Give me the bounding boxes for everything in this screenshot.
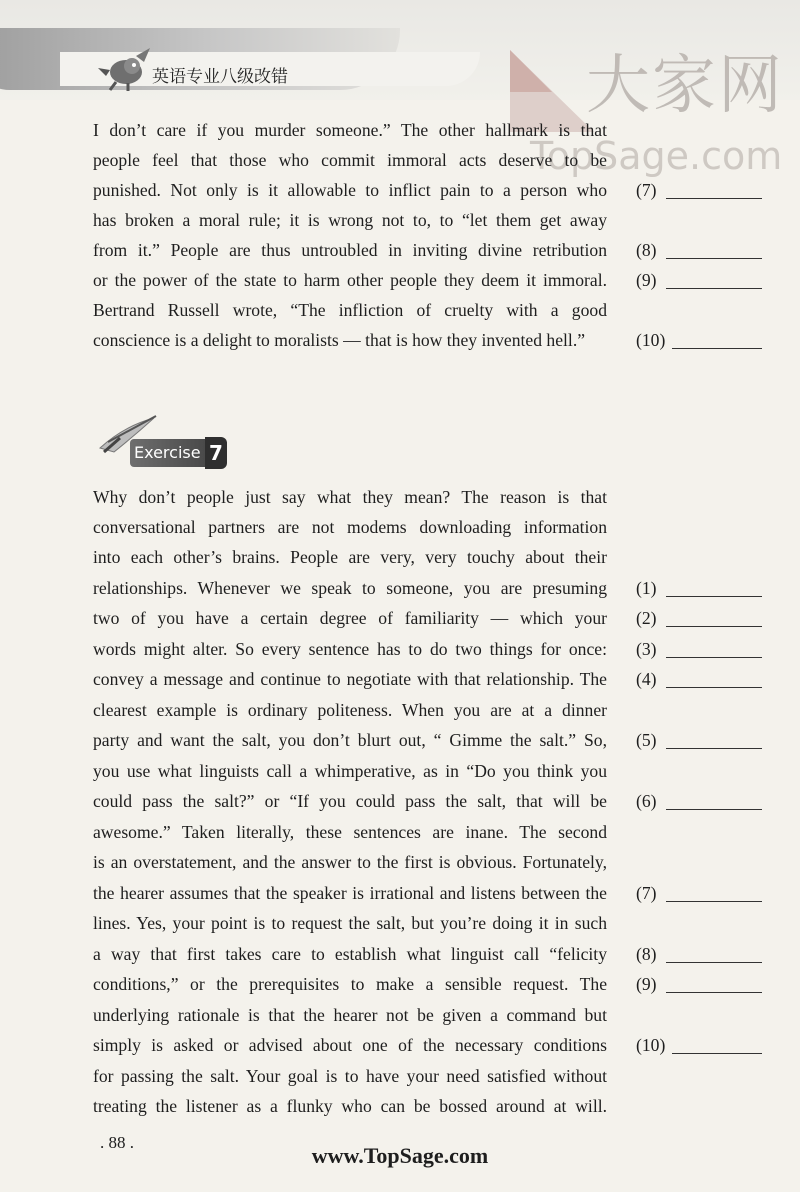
- answer-blank[interactable]: [636, 664, 762, 694]
- text-line: conversational partners are not modems downloading information: [93, 517, 607, 537]
- answer-blank[interactable]: [636, 235, 762, 265]
- text-line: I don’t care if you murder someone.” The other hallmark is that: [93, 120, 607, 140]
- blank-rule: [672, 1053, 762, 1054]
- answer-blank[interactable]: [636, 725, 762, 755]
- answer-blank[interactable]: [636, 1030, 762, 1060]
- watermark-cjk: 大家网: [586, 49, 784, 123]
- blank-number: (2): [636, 608, 657, 628]
- text-line: conditions,” or the prerequisites to make a sensible request. The: [93, 974, 607, 994]
- blank-number: (9): [636, 974, 657, 994]
- text-line: treating the listener as a flunky who can be bossed around at will.: [93, 1096, 607, 1116]
- blank-rule: [666, 626, 762, 627]
- blank-rule: [666, 901, 762, 902]
- text-line: the hearer assumes that the speaker is irrational and listens between the: [93, 883, 607, 903]
- text-line: has broken a moral rule; it is wrong not to, to “let them get away: [93, 210, 607, 230]
- text-line: is an overstatement, and the answer to the first is obvious. Fortunately,: [93, 852, 607, 872]
- answer-blank[interactable]: [636, 634, 762, 664]
- answer-blank[interactable]: [636, 878, 762, 908]
- blank-number: (6): [636, 791, 657, 811]
- text-line: a way that first takes care to establish what linguist call “felicity: [93, 944, 607, 964]
- answer-blank[interactable]: [636, 265, 762, 295]
- blank-number: (8): [636, 944, 657, 964]
- footer-url[interactable]: www.TopSage.com: [311, 1143, 489, 1168]
- blank-rule: [666, 992, 762, 993]
- blank-rule: [666, 748, 762, 749]
- exercise-number: 7: [205, 437, 227, 469]
- text-line: people feel that those who commit immoral acts deserve to be: [93, 150, 607, 170]
- answer-blank[interactable]: [636, 325, 762, 355]
- text-line: underlying rationale is that the hearer not be given a command but: [93, 1005, 607, 1025]
- text-line: awesome.” Taken literally, these sentences are inane. The second: [93, 822, 607, 842]
- blank-number: (10): [636, 1035, 666, 1055]
- text-line: Why don’t people just say what they mean? The reason is that: [93, 487, 607, 507]
- blank-rule: [666, 687, 762, 688]
- blank-rule: [666, 962, 762, 963]
- blank-number: (9): [636, 270, 657, 290]
- blank-number: (4): [636, 669, 657, 689]
- text-line: you use what linguists call a whimperative, as in “Do you think you: [93, 761, 607, 781]
- answer-blank[interactable]: [636, 939, 762, 969]
- text-line: punished. Not only is it allowable to inflict pain to a person who: [93, 180, 607, 200]
- header-title: 英语专业八级改错: [152, 67, 288, 87]
- blank-rule: [666, 657, 762, 658]
- text-line: party and want the salt, you don’t blurt out, “ Gimme the salt.” So,: [93, 730, 607, 750]
- blank-number: (7): [636, 180, 657, 200]
- text-line: for passing the salt. Your goal is to have your need satisfied without: [93, 1066, 607, 1086]
- text-line: words might alter. So every sentence has to do two things for once:: [93, 639, 607, 659]
- text-line: Bertrand Russell wrote, “The infliction of cruelty with a good: [93, 300, 607, 320]
- answer-blank[interactable]: [636, 786, 762, 816]
- text-line: could pass the salt?” or “If you could pass the salt, that will be: [93, 791, 607, 811]
- blank-number: (3): [636, 639, 657, 659]
- text-line: clearest example is ordinary politeness. When you are at a dinner: [93, 700, 607, 720]
- blank-rule: [666, 809, 762, 810]
- text-line: relationships. Whenever we speak to someone, you are presuming: [93, 578, 607, 598]
- text-line: simply is asked or advised about one of the necessary conditions: [93, 1035, 607, 1055]
- text-line: or the power of the state to harm other people they deem it immoral.: [93, 270, 607, 290]
- blank-number: (7): [636, 883, 657, 903]
- answer-blank[interactable]: [636, 175, 762, 205]
- blank-rule: [666, 198, 762, 199]
- answer-blank[interactable]: [636, 603, 762, 633]
- blank-rule: [666, 258, 762, 259]
- blank-number: (10): [636, 330, 666, 350]
- blank-rule: [666, 288, 762, 289]
- text-line: convey a message and continue to negotiate with that relationship. The: [93, 669, 607, 689]
- page-number: . 88 .: [100, 1133, 134, 1152]
- blank-rule: [666, 596, 762, 597]
- answer-blank[interactable]: [636, 969, 762, 999]
- text-line: lines. Yes, your point is to request the salt, but you’re doing it in such: [93, 913, 607, 933]
- mascot-icon: [96, 46, 154, 92]
- answer-blank[interactable]: [636, 573, 762, 603]
- blank-number: (8): [636, 240, 657, 260]
- watermark-url: TopSage.com: [530, 134, 783, 178]
- blank-number: (1): [636, 578, 657, 598]
- blank-rule: [672, 348, 762, 349]
- text-line: two of you have a certain degree of familiarity — which your: [93, 608, 607, 628]
- text-line: into each other’s brains. People are very, very touchy about their: [93, 547, 607, 567]
- text-line: from it.” People are thus untroubled in inviting divine retribution: [93, 240, 607, 260]
- blank-number: (5): [636, 730, 657, 750]
- text-line: conscience is a delight to moralists — that is how they invented hell.”: [93, 330, 586, 350]
- exercise-label: Exercise: [130, 439, 205, 467]
